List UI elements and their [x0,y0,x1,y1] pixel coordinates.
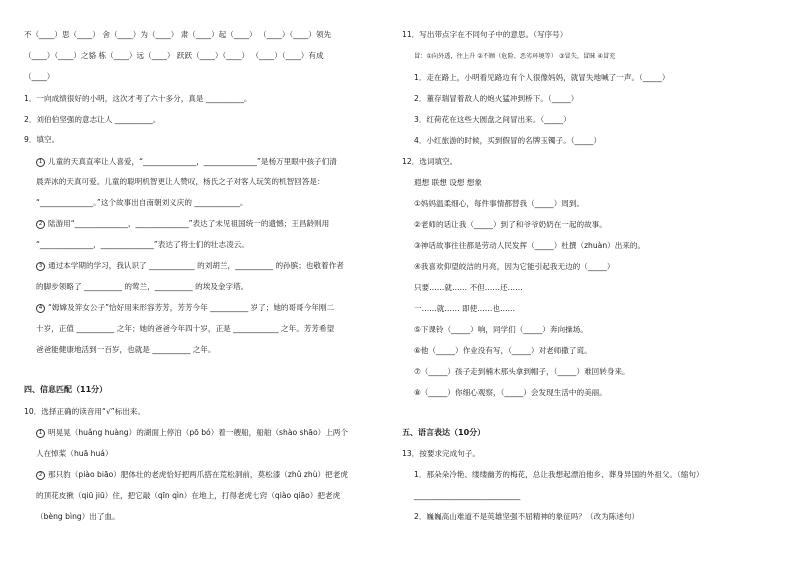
q11-sentence-1: 1．走在路上，小明看见路边有个人很像妈妈，就冒失地喊了一声。（_____） [414,73,670,82]
q9-item1-line1 [36,157,337,167]
q10-item1-line1 [36,428,348,438]
q9-item2-text1: 陆游用“______________，______________”表达了未见祖国统一的遗憾；王昌龄则用 [48,219,330,228]
q10-item1-line2: 人在悼桨（huā huá） [36,449,113,458]
q12-conjunction-bank-1: 只要……就…… 不但……还…… [414,283,523,292]
q12-sentence-4: ④我喜欢仰望皎洁的月亮，因为它能引起我无边的（_____） [414,262,615,271]
q9-item2-line1 [36,219,329,229]
idiom-fill-line-3: （____） [24,72,55,81]
q9-item4-line2: 十岁，正值 __________ 之年；她的爸爸今年四十岁，正是 ____________ 之年。芳芳希望 [36,324,335,333]
section4-title: 四、信息匹配（11分） [24,385,108,394]
q10-item1-index: 1 [36,429,45,438]
q11-title: 11．写出带点字在不同句子中的意思。（写序号） [402,30,568,39]
q9-item2-line2: “______________，______________”表达了将士们的壮志凌云。 [36,240,249,249]
q9-item4-line1 [36,303,334,313]
q12-sentence-8: ⑧（_____）你细心观察，（_____）会发现生活中的美丽。 [414,388,607,397]
q9-item3-text1: 通过本学期的学习，我认识了 ____________ 的刘胡兰，__________ 的孙膑；也敬着作者 [48,261,344,270]
q13-title: 13．按要求完成句子。 [402,449,481,458]
section5-title: 五、语言表达（10分） [402,428,486,437]
q13-sentence-1: 1．那朵朵冷艳、缕缕幽芳的梅花，总让我想起漂泊他乡、葬身异国的外祖父。（缩句） [414,470,704,479]
q12-sentence-5: ⑤下课铃（_____）响，同学们（_____）奔向操场。 [414,325,588,334]
q10-item2-index: 2 [36,471,45,480]
q11-options: 冒：①向外透，往上升 ②不顾（危险、恶劣环境等） ③冒失，冒昧 ④冒充 [414,53,616,60]
q10-item1-text1: 明晃晃（huǎng huàng）的湖面上停泊（pō bó）着一艘船，船舶（shào shāo）上两个 [48,428,348,437]
q9-title: 9．填空。 [24,135,60,144]
q10-item2-line3: （bèng bìng）出了血。 [36,512,120,521]
q11-sentence-2: 2．董存瑞冒着敌人的炮火猛冲到桥下。（_____） [414,94,579,103]
q9-item2-index: 2 [36,220,45,229]
q13-answer-line: ____________________________ [414,491,521,500]
q9-item3-line1 [36,261,344,271]
q10-title: 10．选择正确的读音用“√”标出来。 [24,407,146,416]
q11-sentence-4: 4．小红旅游的时候，买到假冒的名牌玉镯子。（_____） [414,136,602,145]
q9-item1-text1: 儿童的天真直率让人喜爱，“______________，______________”是杨万里眼中孩子们清 [48,157,337,166]
q9-item4-index: 4 [36,304,45,313]
q12-sentence-3: ③神话故事往往都是劳动人民发挥（_____）杜撰（zhuàn）出来的。 [414,241,646,250]
q9-item1-line3: “______________。”这个故事出自南朝刘义庆的 ____________。 [36,198,248,207]
q12-sentence-6: ⑥他（_____）作业没有写，（_____）对老师撒了谎。 [414,346,592,355]
idiom-question-2: 2．刘伯伯坚强的意志让人 __________。 [24,115,161,124]
q9-item1-index: 1 [36,158,45,167]
idiom-fill-line-2: （____）（____）之貉 栋（____）远（____） 跃跃（____）（____） （____）（____）有成 [24,51,324,60]
q10-item2-text1: 那只豹（piào biāo）肥体壮的老虎恰好把两爪搭在荒松洞前，莫松漆（zhǔ zhù）把老虎 [48,470,348,479]
q12-sentence-7: ⑦（_____）孩子走到楠木那头拿到帽子，（_____）难回转身来。 [414,367,630,376]
q11-sentence-3: 3．红荷花在这些大圆盘之间冒出来。（_____） [414,115,571,124]
q12-word-bank: 遐想 联想 设想 想象 [414,178,482,187]
q12-sentence-1: ①妈妈温柔细心，每件事情都替我（_____）周到。 [414,199,585,208]
q12-conjunction-bank-2: 一……就…… 即使……也…… [414,304,516,313]
q13-sentence-2: 2．巍巍高山难道不是英雄坚强不屈精神的象征吗？（改为陈述句） [414,512,640,521]
idiom-question-1: 1．一向成绩很好的小明，这次才考了六十多分，真是 __________。 [24,94,252,103]
q9-item1-line2: 晨弄冰的天真可爱。儿童的聪明机智更让人赞叹，杨氏之子对客人玩笑的机智回答是： [36,177,325,186]
q10-item2-line1 [36,470,348,480]
q9-item3-index: 3 [36,262,45,271]
idiom-fill-line-1: 不（____）思（____） 舍（____）为（____） 肃（____）起（____） （____）（____）领先 [24,30,332,39]
q9-item4-text1: “姆嫦及笄女公子”恰好用来形容芳芳，芳芳今年 __________ 岁了；她的哥哥今年刚二 [48,303,335,312]
q12-title: 12．选词填空。 [402,157,458,166]
q9-item3-line2: 的脚步领略了 __________ 的莺兰，__________ 的埃及金字塔。 [36,282,249,291]
q12-sentence-2: ②老师的话让我（_____）到了和爷爷奶奶在一起的故事。 [414,220,607,229]
q10-item2-line2: 的顶花皮揪（qiū jiū）住，把它敲（qīn qìn）在地上，打得老虎七窍（qiào qiāo）把老虎 [36,491,341,500]
q9-item4-line3: 爸爸能健康地活到一百岁，也就是 __________ 之年。 [36,345,216,354]
